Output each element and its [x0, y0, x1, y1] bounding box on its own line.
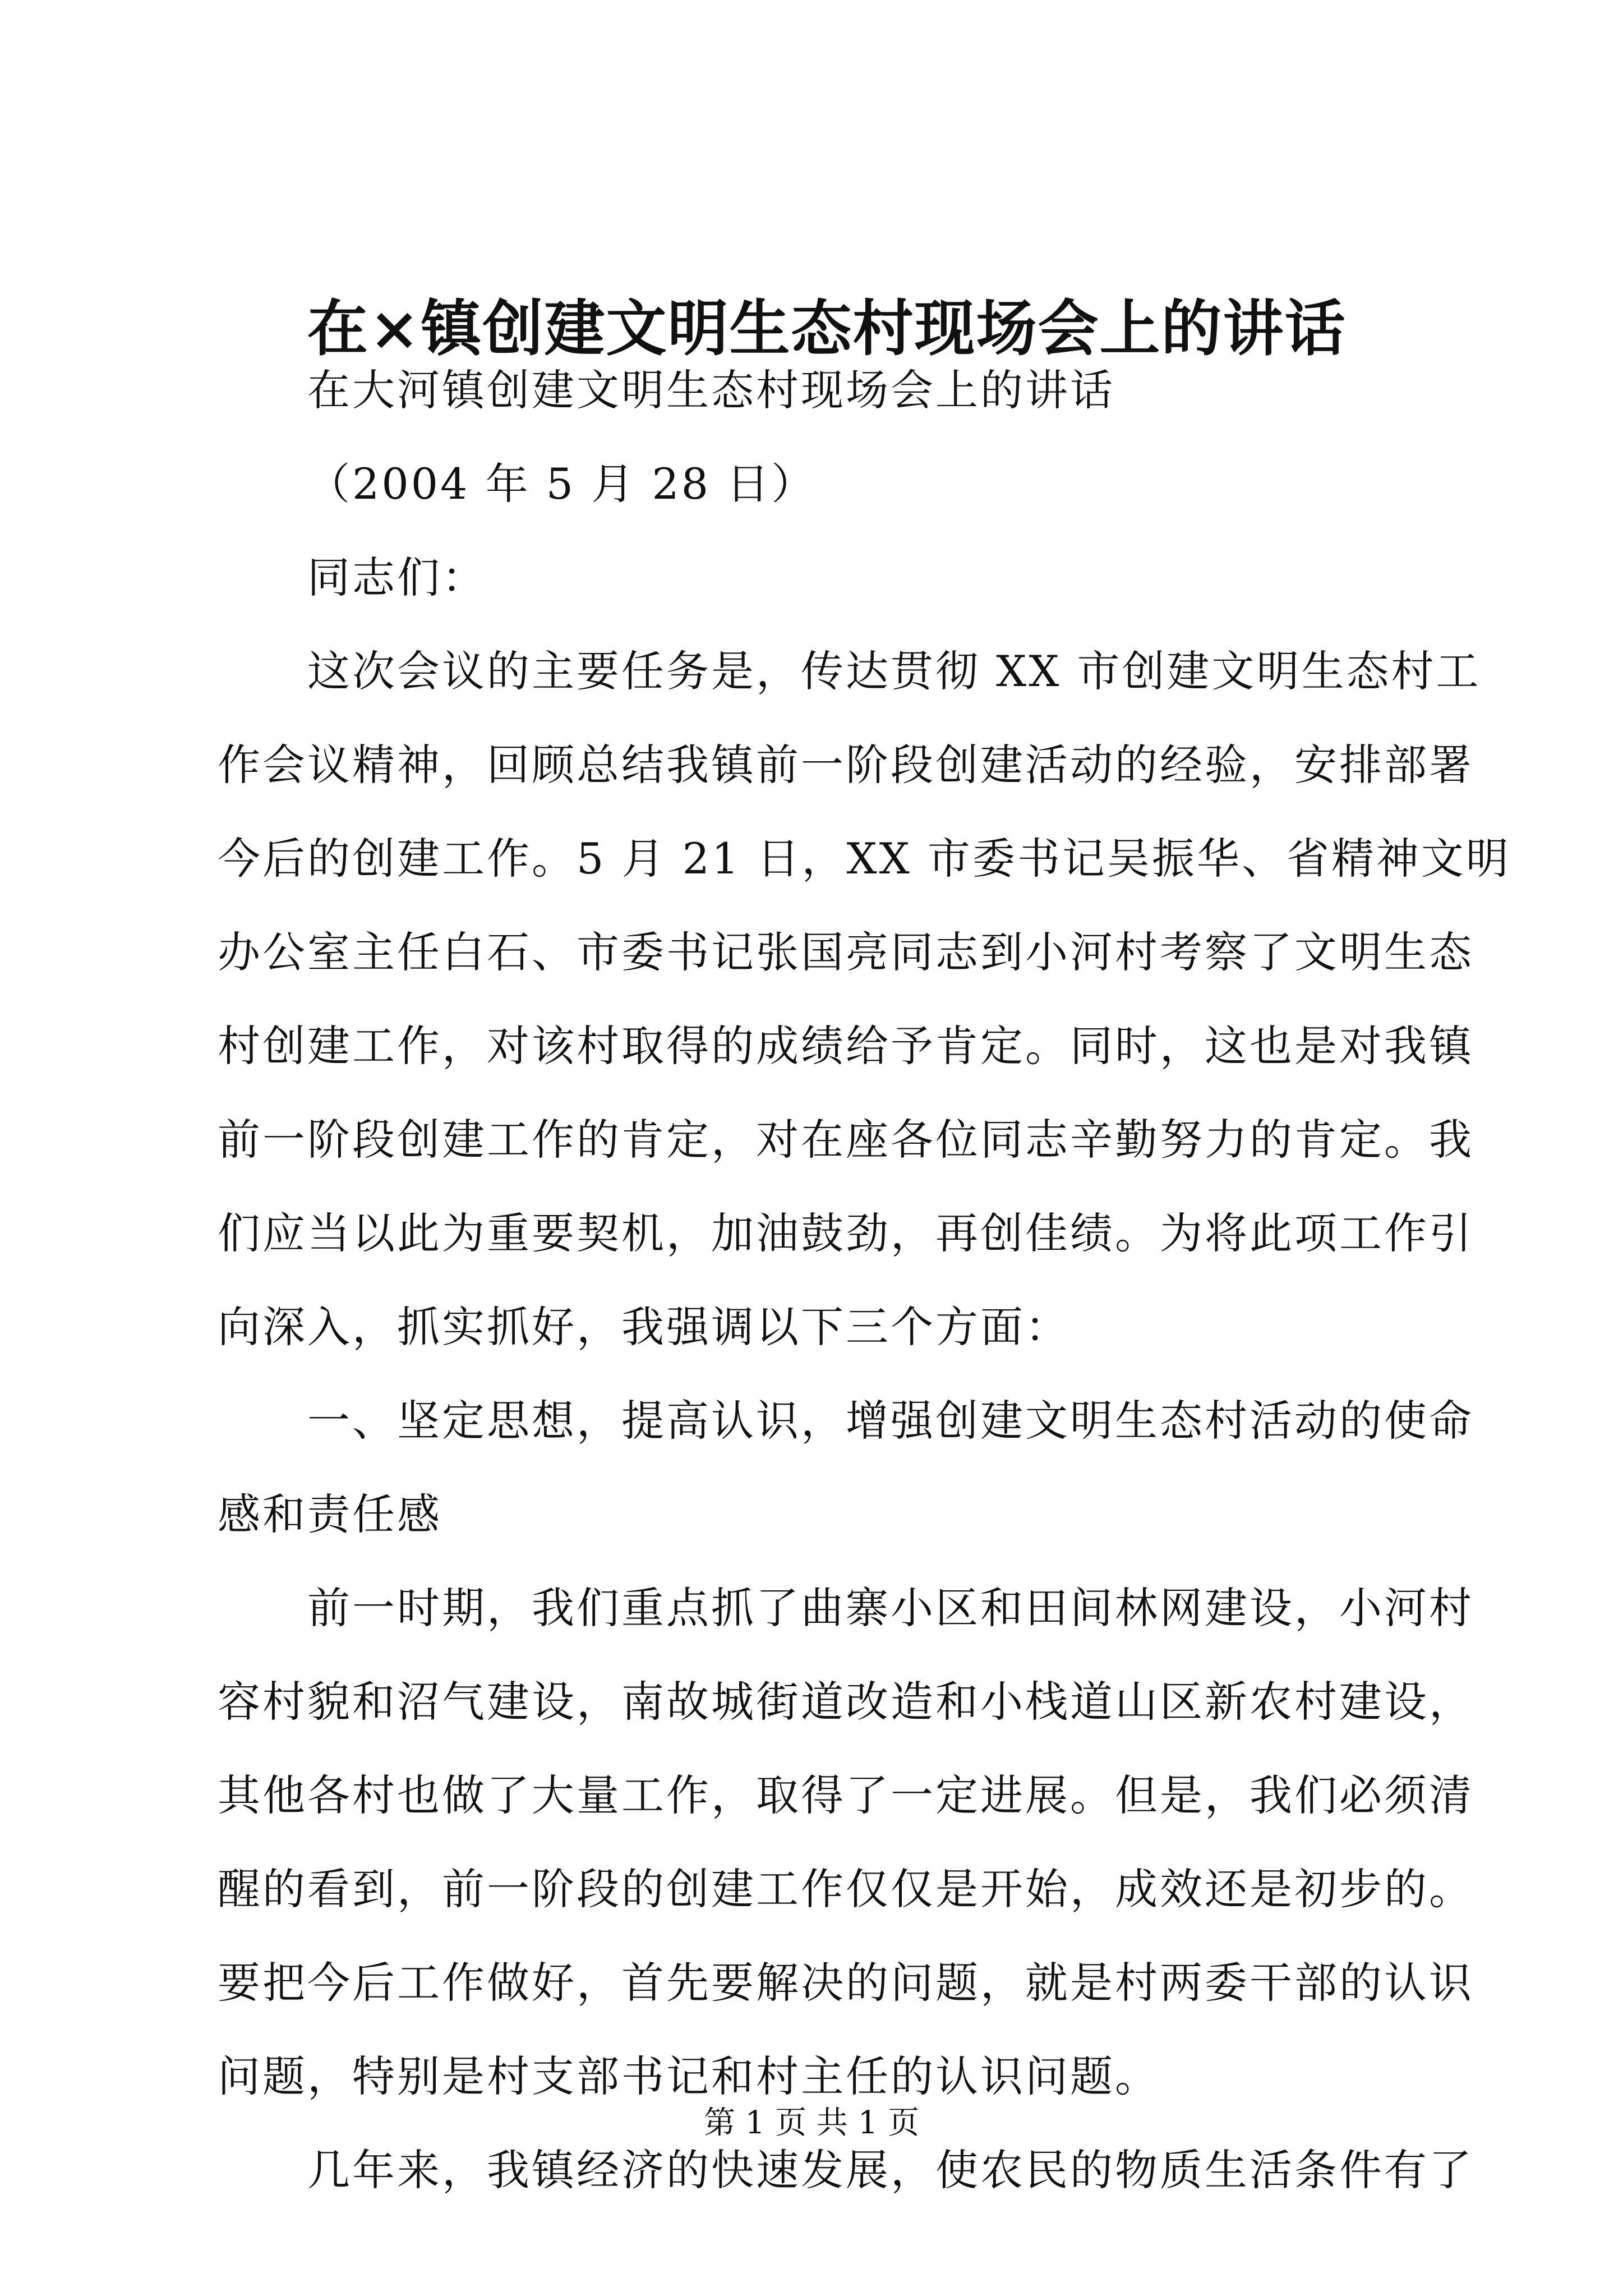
body-line: 前一阶段创建工作的肯定，对在座各位同志辛勤努力的肯定。我	[218, 1115, 1474, 1165]
body-line: 容村貌和沼气建设，南故城街道改造和小栈道山区新农村建设，	[218, 1677, 1474, 1727]
body-line-date: （2004 年 5 月 28 日）	[307, 459, 817, 509]
document-body	[218, 343, 1511, 2217]
body-line: 今后的创建工作。5 月 21 日，XX 市委书记吴振华、省精神文明	[218, 834, 1511, 884]
document-title: 在×镇创建文明生态村现场会上的讲话	[307, 293, 1347, 364]
body-line: 醒的看到，前一阶段的创建工作仅仅是开始，成效还是初步的。	[218, 1864, 1474, 1914]
section-heading-line: 一、坚定思想，提高认识，增强创建文明生态村活动的使命	[307, 1396, 1474, 1446]
body-line-subtitle: 在大河镇创建文明生态村现场会上的讲话	[307, 365, 1115, 415]
body-line: 办公室主任白石、市委书记张国亮同志到小河村考察了文明生态	[218, 927, 1474, 977]
body-line: 向深入，抓实抓好，我强调以下三个方面：	[218, 1302, 1070, 1352]
body-line: 问题，特别是村支部书记和村主任的认识问题。	[218, 2051, 1160, 2101]
body-line-salutation: 同志们：	[307, 553, 487, 602]
body-line: 村创建工作，对该村取得的成绩给予肯定。同时，这也是对我镇	[218, 1021, 1474, 1071]
body-line: 作会议精神，回顾总结我镇前一阶段创建活动的经验，安排部署	[218, 740, 1474, 790]
body-line: 几年来，我镇经济的快速发展，使农民的物质生活条件有了	[307, 2145, 1474, 2195]
body-line: 前一时期，我们重点抓了曲寨小区和田间林网建设，小河村	[307, 1583, 1474, 1633]
body-line: 其他各村也做了大量工作，取得了一定进展。但是，我们必须清	[218, 1770, 1474, 1820]
page-footer: 第 1 页 共 1 页	[703, 2105, 920, 2141]
body-line: 们应当以此为重要契机，加油鼓劲，再创佳绩。为将此项工作引	[218, 1208, 1474, 1258]
section-heading-line: 感和责任感	[218, 1489, 442, 1539]
body-line: 这次会议的主要任务是，传达贯彻 XX 市创建文明生态村工	[307, 646, 1481, 696]
body-line: 要把今后工作做好，首先要解决的问题，就是村两委干部的认识	[218, 1958, 1474, 2008]
